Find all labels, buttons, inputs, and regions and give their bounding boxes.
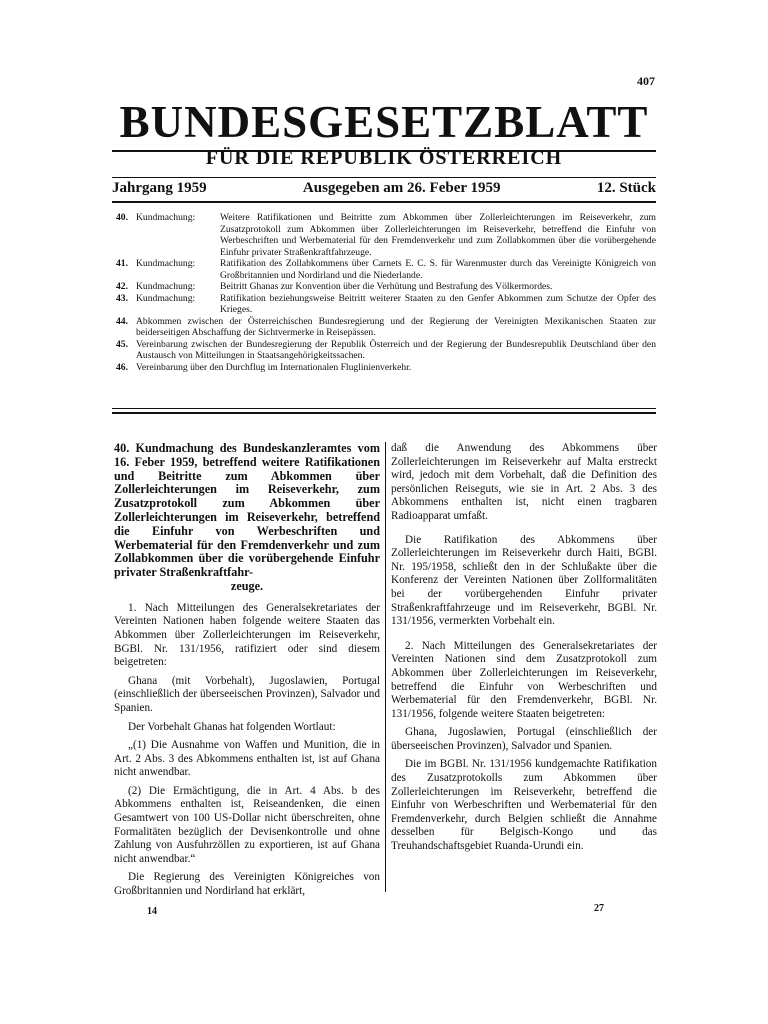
article-left-column — [114, 442, 380, 904]
article-heading-last-line: zeuge. — [230, 578, 264, 593]
article-heading-text: Kundmachung des Bundeskanzleramtes vom 16. Feber 1959, betreffend weitere Ratifikationen und Beitritte zum Abkommen über Zollerleichterungen im Reiseverkehr, zum Zusatzprotokoll zum Abkommen über Zollerleichterungen im Reiseverkehr, betreffend die Einfuhr von Werbeschriften und Werbematerial für den Fremdenverkehr und zum Zollabkommen über die vorübergehende Einfuhr privater Straßenkraftfahr- — [114, 441, 380, 580]
footer-right-marker: 27 — [594, 903, 604, 914]
paragraph: Die Regierung des Vereinigten Königreiches von Großbritannien und Nordirland hat erklärt, — [114, 871, 380, 898]
toc-entry-kind: Kundmachung: — [136, 258, 196, 269]
toc-entry-number: 44. — [116, 315, 128, 327]
masthead — [112, 96, 656, 148]
paragraph: 2. Nach Mitteilungen des Generalsekretariates der Vereinten Nationen sind dem Zusatzprotokoll zum Abkommen über Zollerleichterungen im Reiseverkehr, betreffend die Einfuhr von Werbeschriften und Werbematerial für den Fremdenverkehr, BGBl. Nr. 131/1956, folgende weitere Staaten beigetreten: — [391, 639, 657, 720]
toc-entry — [116, 362, 656, 374]
toc-entry-number: 46. — [116, 361, 128, 373]
toc-entry-number: 42. — [116, 281, 128, 292]
toc-entry-number: 45. — [116, 338, 128, 350]
toc-entry — [116, 316, 656, 339]
column-divider — [385, 442, 386, 892]
issue-number: 12. Stück — [596, 180, 656, 196]
publication-title: BUNDESGESETZBLATT — [119, 97, 649, 147]
toc-entry-number: 43. — [116, 292, 128, 304]
toc-entry-number: 41. — [116, 258, 128, 269]
article-number: 40. — [114, 441, 130, 455]
toc-entry — [116, 281, 656, 293]
toc-entry-text: Vereinbarung zwischen der Bundesregierung der Republik Österreich und der Regierung der Bundesrepublik Deutschland über den Austausch von Mitteilungen in Staatsangehörigkeitssachen. — [136, 338, 656, 361]
toc-bottom-rule-double — [112, 412, 656, 414]
paragraph: (2) Die Ermächtigung, die in Art. 4 Abs. b des Abkommens enthalten ist, Reiseandenken, die einen Gesamtwert von 100 US-Dollar nicht überschreiten, ohne Formalitäten bezüglich der Devisenkontrolle und ohne Zahlung von Ausfuhrzöllen zu exportieren, ist auf Ghana nicht anwendbar.“ — [114, 784, 380, 865]
issue-line — [112, 180, 656, 197]
toc-entry-text: Ratifikation des Zollabkommens über Carnets E. C. S. für Warenmuster durch das Vereinigte Königreich von Großbritannien und Nordirland und die Niederlande. — [220, 258, 656, 281]
publication-subtitle: FÜR DIE REPUBLIK ÖSTERREICH — [205, 147, 563, 169]
paragraph: 1. Nach Mitteilungen des Generalsekretariates der Vereinten Nationen haben folgende weitere Staaten das Abkommen über Zollerleichterungen im Reiseverkehr, BGBl. Nr. 131/1956, ratifiziert oder sind diesem beigetreten: — [114, 601, 380, 669]
toc-entry — [116, 293, 656, 316]
toc-entry-kind: Kundmachung: — [136, 212, 196, 223]
paragraph: Der Vorbehalt Ghanas hat folgenden Wortlaut: — [128, 720, 336, 733]
toc-entry-text: Abkommen zwischen der Österreichischen Bundesregierung und der Regierung der Vereinigten Mexikanischen Staaten zur beiderseitigen Abschaffung der Sichtvermerke in Reisepässen. — [136, 315, 656, 338]
paragraph: daß die Anwendung des Abkommens über Zollerleichterungen im Reiseverkehr auf Malta erstreckt wird, jedoch mit dem Vorbehalt, daß die Definition des persönlichen Reiseguts, wie sie in Art. 2 Abs. 3 des Abkommens enthalten ist, nicht einen tragbaren Radioapparat umfaßt. — [391, 442, 657, 522]
issue-bottom-rule — [112, 201, 656, 203]
toc-entry-number: 40. — [116, 212, 128, 223]
issue-date: Ausgegeben am 26. Feber 1959 — [302, 180, 501, 196]
paragraph: Die im BGBl. Nr. 131/1956 kundgemachte Ratifikation des Zusatzprotokolls zum Abkommen über Zollerleichterungen im Reiseverkehr, betreffend die Einfuhr von Werbeschriften und Werbematerial für den Fremdenverkehr, durch Belgien schließt die Annahme desselben für Belgisch-Kongo und das Treuhandschaftsgebiet Ruanda-Urundi ein. — [391, 758, 657, 853]
toc-bottom-rule — [112, 408, 656, 409]
footer-left-marker: 14 — [147, 906, 157, 917]
table-of-contents — [116, 212, 656, 373]
toc-entry-kind: Kundmachung: — [136, 281, 196, 292]
article-right-column — [391, 442, 657, 859]
issue-year: Jahrgang 1959 — [112, 180, 207, 196]
paragraph: Ghana, Jugoslawien, Portugal (einschließlich der überseeischen Provinzen), Salvador und Spanien. — [391, 726, 657, 752]
issue-top-rule — [112, 177, 656, 178]
paragraph: Die Ratifikation des Abkommens über Zollerleichterungen im Reiseverkehr durch Haiti, BGBl. Nr. 195/1958, schließt den in der Schlußakte über die Konferenz der Vereinten Nationen über Zollformalitäten bei der vorübergehenden Einfuhr privater Straßenkraftfahrzeuge und im Reiseverkehr, BGBl. Nr. 131/1956, vermerkten Vorbehalt ein. — [391, 533, 657, 628]
toc-entry-text: Weitere Ratifikationen und Beitritte zum Abkommen über Zollerleichterungen im Reiseverkehr, zum Zusatzprotokoll zum Abkommen über Zollerleichterungen im Reiseverkehr, betreffend die Einfuhr von Werbeschriften und Werbematerial für den Fremdenverkehr und zum Zollabkommen über die vorübergehende Einfuhr privater Straßenkraftfahrzeuge. — [220, 212, 656, 258]
toc-entry — [116, 212, 656, 258]
article-heading — [114, 442, 380, 594]
page-number: 407 — [637, 74, 655, 88]
toc-entry — [116, 339, 656, 362]
toc-entry — [116, 258, 656, 281]
paragraph: Ghana (mit Vorbehalt), Jugoslawien, Portugal (einschließlich der überseeischen Provinzen), Salvador und Spanien. — [114, 674, 380, 714]
toc-entry-kind: Kundmachung: — [136, 292, 196, 304]
toc-entry-text: Vereinbarung über den Durchflug im Internationalen Fluglinienverkehr. — [136, 361, 412, 373]
paragraph: „(1) Die Ausnahme von Waffen und Munition, die in Art. 2 Abs. 3 des Abkommens enthalten ist, ist auf Ghana nicht anwendbar. — [114, 739, 380, 779]
toc-entry-text: Beitritt Ghanas zur Konvention über die Verhütung und Bestrafung des Völkermordes. — [220, 281, 553, 292]
toc-entry-text: Ratifikation beziehungsweise Beitritt weiterer Staaten zu den Genfer Abkommen zum Schutze der Opfer des Krieges. — [220, 292, 656, 315]
